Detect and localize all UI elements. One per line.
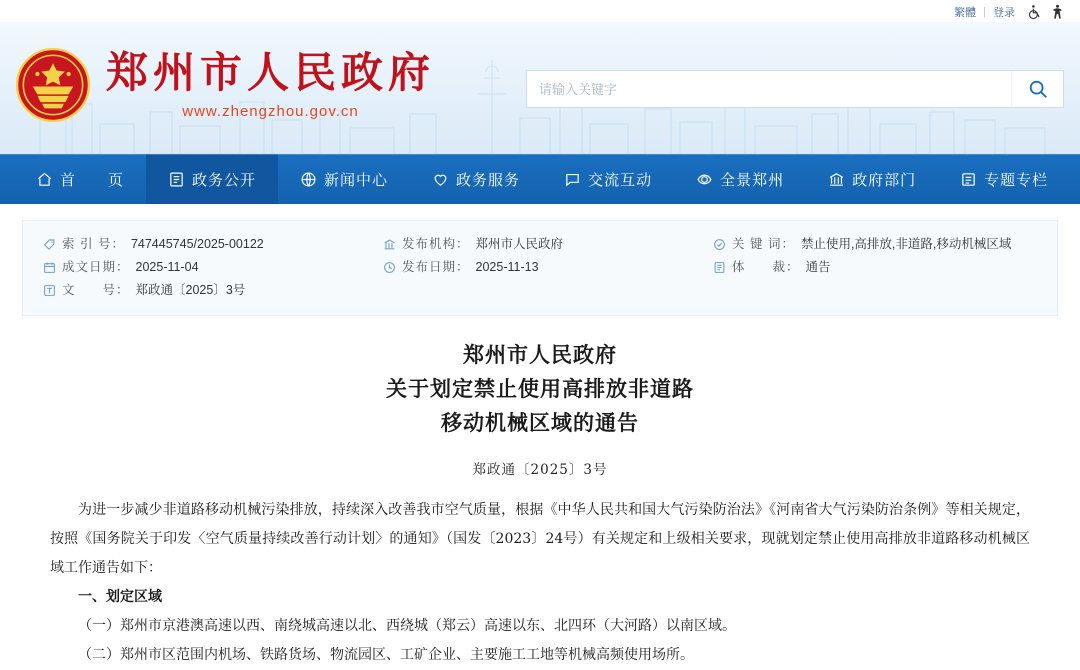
document-paragraph: （二）郑州市区范围内机场、铁路货场、物流园区、工矿企业、主要施工工地等机械高频使用场所。 xyxy=(78,647,694,663)
topbar-separator: | xyxy=(983,6,986,18)
nav-label: 政府部门 xyxy=(852,171,917,189)
metadata-value: 郑政通〔2025〕3号 xyxy=(135,283,246,297)
nav-label: 专题专栏 xyxy=(984,171,1049,189)
nav-item-home[interactable] xyxy=(14,154,146,204)
metadata-label: 成文日期： xyxy=(62,260,130,274)
document-title xyxy=(50,338,1030,440)
metadata-label: 关 键 词： xyxy=(732,237,795,251)
clock-icon xyxy=(383,261,396,274)
search-input[interactable] xyxy=(527,71,1011,107)
metadata-row-publish-date xyxy=(383,256,713,278)
metadata-value: 2025-11-13 xyxy=(475,260,539,274)
document-metadata-panel xyxy=(22,220,1058,316)
metadata-value: 郑州市人民政府 xyxy=(475,237,564,251)
document-icon xyxy=(168,171,185,188)
site-header xyxy=(0,22,1080,154)
site-url: www.zhengzhou.gov.cn xyxy=(182,103,359,121)
accessibility-icon-group[interactable] xyxy=(1027,4,1066,21)
login-link[interactable]: 登录 xyxy=(993,7,1015,19)
check-circle-icon xyxy=(713,238,726,251)
top-utility-bar xyxy=(0,0,1080,22)
nav-label: 政务公开 xyxy=(192,171,257,189)
accessibility-person-icon[interactable] xyxy=(1049,4,1066,21)
nav-label: 全景郑州 xyxy=(720,171,785,189)
metadata-row-issue-date xyxy=(43,256,383,278)
metadata-label: 索 引 号： xyxy=(62,237,125,251)
globe-icon xyxy=(300,171,317,188)
metadata-column-2 xyxy=(383,233,713,302)
search-box[interactable] xyxy=(526,70,1064,108)
nav-item-interaction[interactable] xyxy=(542,154,674,204)
calendar-icon xyxy=(43,261,56,274)
heart-icon xyxy=(432,171,449,188)
document-body xyxy=(22,316,1058,670)
bank-icon xyxy=(383,238,396,251)
metadata-value: 2025-11-04 xyxy=(135,260,199,274)
metadata-row-document-number xyxy=(43,279,383,301)
tag-icon xyxy=(43,238,56,251)
metadata-column-3 xyxy=(713,233,1037,302)
wheelchair-icon[interactable] xyxy=(1027,4,1044,21)
national-emblem-icon xyxy=(14,46,92,124)
metadata-row-index-number xyxy=(43,233,383,255)
nav-item-government-affairs[interactable] xyxy=(146,154,278,204)
list-icon xyxy=(960,171,977,188)
metadata-label: 体 裁： xyxy=(732,260,800,274)
nav-label: 新闻中心 xyxy=(324,171,389,189)
nav-label: 交流互动 xyxy=(588,171,653,189)
metadata-value: 通告 xyxy=(805,260,831,274)
chat-icon xyxy=(564,171,581,188)
metadata-row-issuing-agency xyxy=(383,233,713,255)
document-section-heading: 一、划定区域 xyxy=(78,589,162,605)
traditional-chinese-link[interactable]: 繁體 xyxy=(954,7,977,19)
nav-item-government-services[interactable] xyxy=(410,154,542,204)
document-title-line: 移动机械区域的通告 xyxy=(441,410,639,435)
nav-label: 首 页 xyxy=(60,171,125,189)
bank-icon xyxy=(828,171,845,188)
doc-icon xyxy=(713,261,726,274)
metadata-column-1 xyxy=(43,233,383,302)
document-paragraph: 为进一步减少非道路移动机械污染排放，持续深入改善我市空气质量，根据《中华人民共和国大气污染防治法》《河南省大气污染防治条例》等相关规定，按照《国务院关于印发〈空气质量持续改善行动计划〉的通知》（国发〔2023〕24号）有关规定和上级相关要求，现就划定禁止使用高排放非道路移动机械区域工作通告如下： xyxy=(50,502,1030,576)
search-icon[interactable] xyxy=(1011,71,1063,107)
main-navigation[interactable] xyxy=(0,154,1080,204)
site-title: 郑州市人民政府 xyxy=(106,47,436,97)
metadata-value: 747445745/2025-00122 xyxy=(130,237,264,251)
nav-item-topics[interactable] xyxy=(938,154,1070,204)
document-paragraph: （一）郑州市京港澳高速以西、南绕城高速以北、西绕城（郑云）高速以东、北四环（大河路）以南区域。 xyxy=(78,618,736,634)
metadata-row-keywords xyxy=(713,233,1037,255)
nav-item-departments[interactable] xyxy=(806,154,938,204)
panorama-icon xyxy=(696,171,713,188)
document-number: 郑政通〔2025〕3号 xyxy=(472,462,608,478)
document-title-line: 郑州市人民政府 xyxy=(463,342,617,367)
nav-item-panorama[interactable] xyxy=(674,154,806,204)
metadata-label: 发布日期： xyxy=(402,260,470,274)
home-icon xyxy=(36,171,53,188)
metadata-label: 发布机构： xyxy=(402,237,470,251)
metadata-value: 禁止使用,高排放,非道路,移动机械区域 xyxy=(800,237,1012,251)
nav-item-news-center[interactable] xyxy=(278,154,410,204)
metadata-row-genre xyxy=(713,256,1037,278)
text-icon xyxy=(43,284,56,297)
nav-label: 政务服务 xyxy=(456,171,521,189)
document-content xyxy=(50,496,1030,670)
content-wrapper xyxy=(0,204,1080,670)
document-title-line: 关于划定禁止使用高排放非道路 xyxy=(386,376,694,401)
metadata-label: 文 号： xyxy=(62,283,130,297)
